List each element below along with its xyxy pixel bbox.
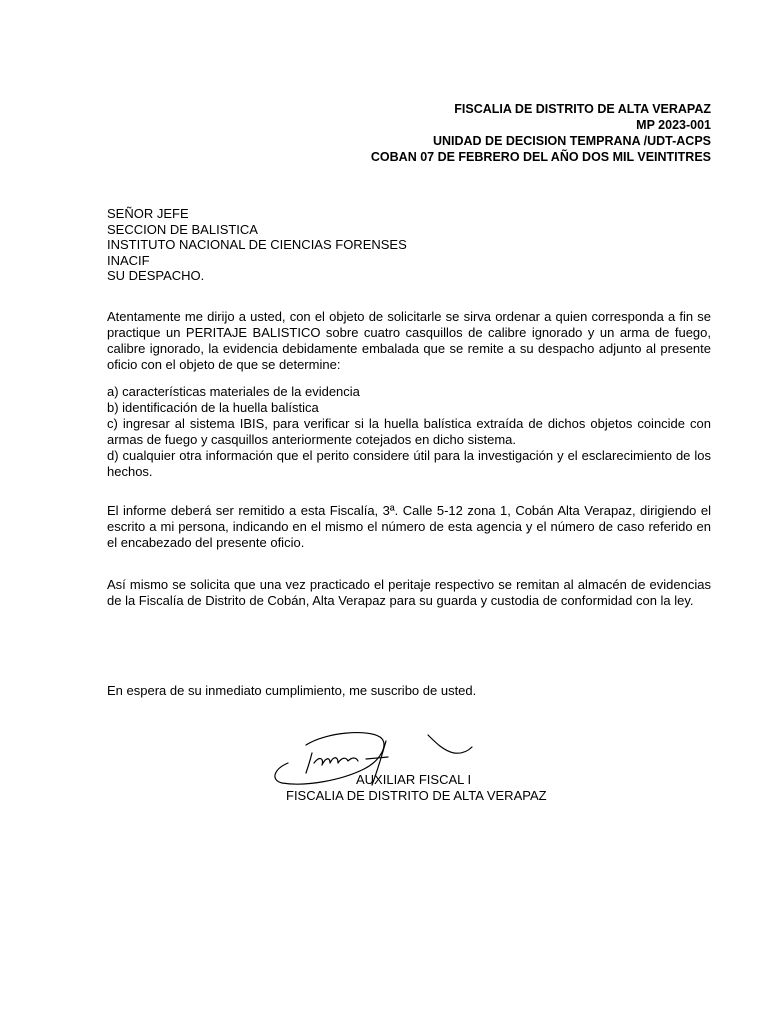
closing-line: En espera de su inmediato cumplimiento, me suscribo de usted. [107, 683, 477, 698]
letter-header [291, 101, 711, 165]
signer-title: AUXILIAR FISCAL I [356, 772, 472, 787]
addressee-block [107, 206, 667, 284]
request-paragraph: Atentamente me dirijo a usted, con el objeto de solicitarle se sirva ordenar a quien corresponda a fin se practique un PERITAJE BALISTICO sobre cuatro casquillos de calibre ignorado y un arma de fuego, calibre ignorado, la evidencia debidamente embalada que se remite a su despacho adjunto al presente oficio con el objeto de que se determine: [107, 309, 711, 372]
request-items-list [107, 384, 711, 480]
addressee-salutation: SEÑOR JEFE [107, 206, 189, 221]
header-place-date: COBAN 07 DE FEBRERO DEL AÑO DOS MIL VEINTITRES [370, 150, 711, 164]
header-office: FISCALIA DE DISTRITO DE ALTA VERAPAZ [454, 102, 711, 116]
evidence-custody-paragraph: Así mismo se solicita que una vez practicado el peritaje respectivo se remitan al almacén de evidencias de la Fiscalía de Distrito de Cobán, Alta Verapaz para su guarda y custodia de conformidad con la ley. [107, 577, 711, 608]
signer-organization: FISCALIA DE DISTRITO DE ALTA VERAPAZ [286, 788, 547, 803]
addressee-office: SU DESPACHO. [107, 268, 205, 283]
addressee-acronym: INACIF [107, 252, 150, 268]
request-item-d: d) cualquier otra información que el perito considere útil para la investigación y el esclarecimiento de los hechos. [107, 448, 711, 479]
request-item-b: b) identificación de la huella balística [107, 400, 319, 415]
request-item-c: c) ingresar al sistema IBIS, para verificar si la huella balística extraída de dichos objetos coincide con armas de fuego y casquillos anteriormente cotejados en dicho sistema. [107, 416, 711, 447]
request-item-a: a) características materiales de la evidencia [107, 384, 360, 399]
header-reference-number: MP 2023-001 [636, 118, 711, 132]
addressee-section: SECCION DE BALISTICA [107, 221, 258, 237]
addressee-institute: INSTITUTO NACIONAL DE CIENCIAS FORENSES [107, 237, 407, 252]
report-instructions-paragraph: El informe deberá ser remitido a esta Fiscalía, 3ª. Calle 5-12 zona 1, Cobán Alta Verapaz, dirigiendo el escrito a mi persona, indicando en el mismo el número de esta agencia y el número de caso referido en el encabezado del presente oficio. [107, 503, 711, 550]
header-unit: UNIDAD DE DECISION TEMPRANA /UDT-ACPS [432, 134, 711, 148]
